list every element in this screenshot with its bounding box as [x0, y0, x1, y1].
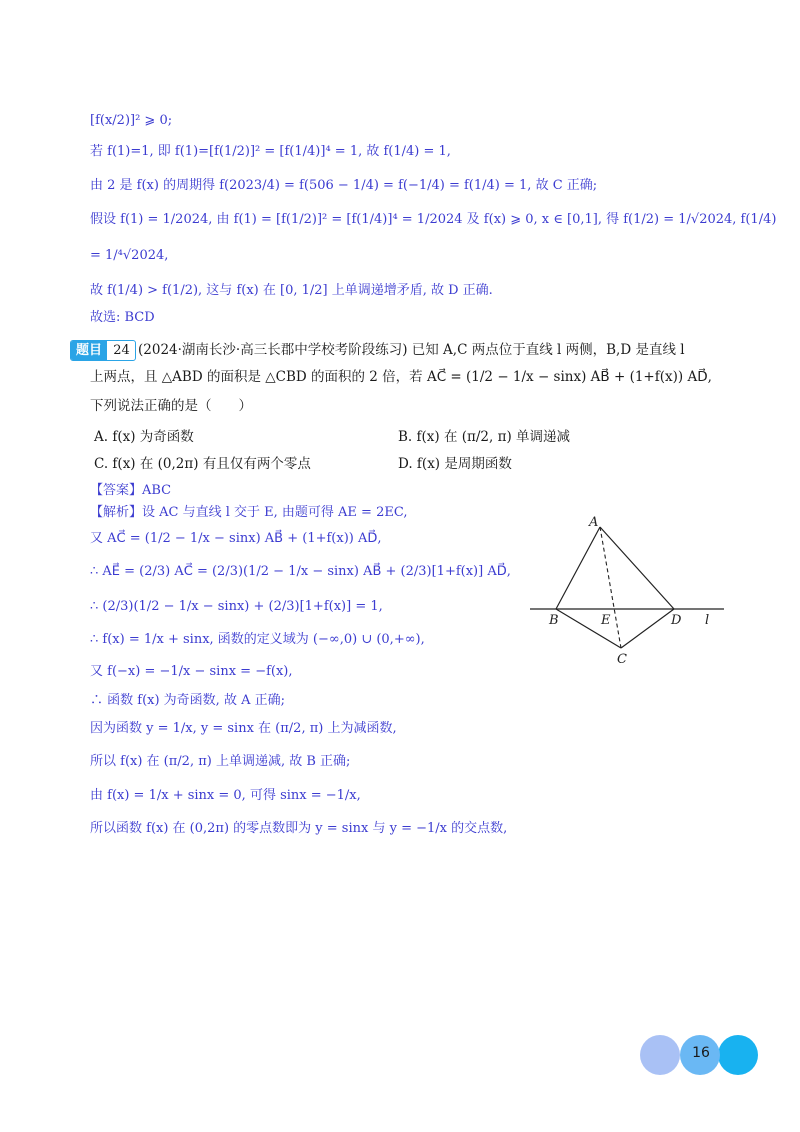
decor-circle-right	[718, 1035, 758, 1075]
segment-ab	[556, 527, 600, 609]
option-a: A. f(x) 为奇函数	[94, 429, 194, 445]
option-b: B. f(x) 在 (π/2, π) 单调递减	[398, 429, 571, 445]
solution-line-2: 若 f(1)=1, 即 f(1)=[f(1/2)]² = [f(1/4)]⁴ = 1, 故 f(1/4) = 1,	[90, 144, 451, 159]
solution-line-1: [f(x/2)]² ⩾ 0;	[90, 113, 173, 128]
analysis-line-8: 因为函数 y = 1/x, y = sinx 在 (π/2, π) 上为减函数,	[90, 721, 397, 736]
label-a: A	[589, 515, 599, 530]
analysis-line-11: 所以函数 f(x) 在 (0,2π) 的零点数即为 y = sinx 与 y = −1/x 的交点数,	[90, 821, 508, 836]
label-b: B	[549, 613, 559, 628]
analysis-line-1: 【解析】设 AC 与直线 l 交于 E, 由题可得 AE = 2EC,	[90, 505, 408, 520]
label-l: l	[705, 613, 710, 628]
analysis-line-6: 又 f(−x) = −1/x − sinx = −f(x),	[90, 664, 293, 679]
solution-line-7: 故选: BCD	[90, 310, 155, 325]
solution-line-6: 故 f(1/4) > f(1/2), 这与 f(x) 在 [0, 1/2] 上单调递增矛盾, 故 D 正确.	[90, 283, 493, 298]
solution-line-3: 由 2 是 f(x) 的周期得 f(2023/4) = f(506 − 1/4) = f(−1/4) = f(1/4) = 1, 故 C 正确;	[90, 178, 598, 193]
analysis-line-9: 所以 f(x) 在 (π/2, π) 上单调递减, 故 B 正确;	[90, 754, 351, 769]
question-tag-number: 24	[113, 343, 130, 358]
solution-line-4: 假设 f(1) = 1/2024, 由 f(1) = [f(1/2)]² = [f(1/4)]⁴ = 1/2024 及 f(x) ⩾ 0, x ∈ [0,1], 得 f(1/2) = 1/√2024, f(1/4)	[90, 212, 777, 227]
segment-dc	[621, 609, 674, 648]
option-c: C. f(x) 在 (0,2π) 有且仅有两个零点	[94, 456, 311, 472]
analysis-line-3: ∴ AE⃗ = (2/3) AC⃗ = (2/3)(1/2 − 1/x − sinx) AB⃗ + (2/3)[1+f(x)] AD⃗,	[90, 564, 511, 579]
analysis-line-2: 又 AC⃗ = (1/2 − 1/x − sinx) AB⃗ + (1+f(x)) AD⃗,	[90, 531, 382, 546]
decor-circle-left	[640, 1035, 680, 1075]
segment-ad	[600, 527, 674, 609]
page-number: 16	[692, 1045, 710, 1061]
solution-line-5: = 1/⁴√2024,	[90, 248, 169, 263]
analysis-line-5: ∴ f(x) = 1/x + sinx, 函数的定义域为 (−∞,0) ∪ (0,+∞),	[90, 632, 425, 647]
label-c: C	[617, 652, 627, 667]
question-line-1: (2024·湖南长沙·高三长郡中学校考阶段练习) 已知 A,C 两点位于直线 l 两侧，B,D 是直线 l	[138, 342, 685, 358]
label-e: E	[601, 613, 611, 628]
segment-bc	[556, 609, 621, 648]
question-tag	[70, 340, 136, 361]
triangle-figure	[528, 515, 728, 675]
analysis-line-7: ∴ 函数 f(x) 为奇函数, 故 A 正确;	[90, 693, 285, 708]
analysis-line-10: 由 f(x) = 1/x + sinx = 0, 可得 sinx = −1/x,	[90, 788, 361, 803]
option-d: D. f(x) 是周期函数	[398, 456, 512, 472]
answer-line: 【答案】ABC	[90, 483, 172, 498]
question-line-3: 下列说法正确的是（ ）	[90, 398, 252, 414]
label-d: D	[671, 613, 682, 628]
question-tag-label: 题目	[71, 341, 107, 360]
segment-ac-dashed	[600, 527, 621, 648]
question-line-2: 上两点，且 △ABD 的面积是 △CBD 的面积的 2 倍，若 AC⃗ = (1/2 − 1/x − sinx) AB⃗ + (1+f(x)) AD⃗,	[90, 369, 712, 385]
analysis-line-4: ∴ (2/3)(1/2 − 1/x − sinx) + (2/3)[1+f(x)] = 1,	[90, 599, 383, 614]
